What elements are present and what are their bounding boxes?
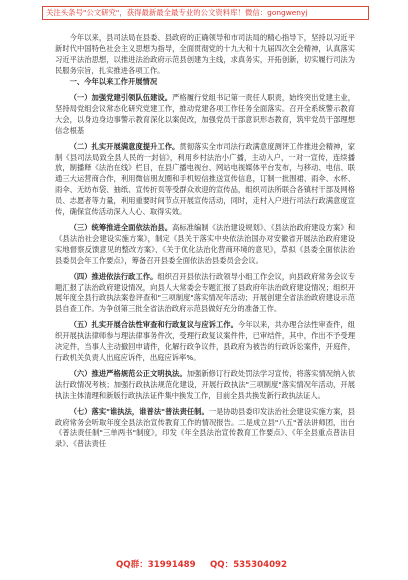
item-lead: （六）推进严格规范公正文明执法。 <box>69 368 187 378</box>
document-body <box>55 33 355 450</box>
item-lead: （七）落实"谁执法，谁普法"普法责任制。 <box>69 406 209 416</box>
work-item-7 <box>55 407 355 451</box>
item-text: 加强新修订行政处罚法学习宣传，将落实情况纳入依法行政情况考核；加强行政执法规范化建设，开展行政执法"三项制度"落实情况年活动，开展执法主体清理和新版行政执法证件集中换发工作，目前全县共换发新行政执法证人。 <box>55 368 356 400</box>
work-item-5 <box>55 320 355 364</box>
item-text: 高标准编制《法治建设规划》、《县法治政府建设方案》和《县法治社会建设实施方案》，制定《县关于落实中央依法治国办对安徽省开展法治政府建设实地督察反馈意见的整改方案》、《关于优化法治化营商环境的意见》，草拟《县委全面依法治县委员会年工作要点》，筹备召开县委全面依法治县委员会会议。 <box>55 223 355 265</box>
item-lead: （一）加强党建引领队伍建设。 <box>69 93 173 103</box>
item-text: 今年以来，共办理合法性审查件，组织开展执法律师参与理法律事务件次，受理行政复议案件件，已审结件，其中，作出不予受理决定件，当事人主动撤回申请件，化解行政争议件，县政府为被告的行政诉讼案件，开庭件，行政机关负责人出庭应诉件，出庭应诉率%。 <box>55 320 355 362</box>
intro-paragraph: 今年以来，县司法局在县委、县政府的正确领导和市司法局的精心指导下，坚持以习近平新时代中国特色社会主义思想为指导，全面贯彻党的十九大和十九届四次全会精神，认真落实习近平法治思想，以推进法治政府示范县创建为主线，求真务实，开拓创新，切实履行司法为民服务宗旨，扎实推进各项工作。 <box>55 33 355 75</box>
item-lead: （二）扎实开展满意度提升工作。 <box>69 141 180 151</box>
item-lead: （三）统筹推进全面依法治县。 <box>69 223 173 232</box>
item-lead: （四）推进依法行政工作。 <box>69 271 158 281</box>
work-item-2 <box>55 142 355 218</box>
footer-contact <box>0 556 408 572</box>
item-text: 一是协助县委印发法治社会建设实施方案，县政府常务会听取年度全县法治宣传教育工作的情况报告。二是成立县"八五"普法讲师团，出台《普法责任制"三单两书"制度》，印发《年全县法治宣传教育工作要点》、《年全县重点普法目录》、《普法责任 <box>55 406 355 449</box>
item-text: 严格履行党组书记第一责任人职责，始终突出党建主业，坚持局党组会议常态化研究党建工作，推动党建各项工作任务全面落实。召开全系统警示教育大会，以身边身边事警示教育深化以案促改，加强党员干部意识形态教育，筑牢党员干部理想信念根基 <box>55 93 356 135</box>
qq-group-label: QQ群：31991489 <box>116 560 196 570</box>
header-banner: 关注头条号"公文研究"，获得最新最全最专业的公文资料库！微信：gongwenyj <box>42 6 369 20</box>
qq-contact-label: QQ：535304092 <box>210 560 288 570</box>
item-text: 组织召开县依法行政领导小组工作会议，向县政府常务会议专题汇报了法治政府建设情况，向县人大常委会专题汇报了县政府年法治政府建设情况；组织开展年度全县行政执法案卷评查和"三项制度"落实情况年活动；开展创建全省法治政府建设示范县自查工作。为争创第三批全省法治政府示范县做好充分的准备工作。 <box>55 271 356 314</box>
work-item-6 <box>55 369 355 402</box>
work-item-1 <box>55 93 355 137</box>
work-item-3 <box>55 223 355 267</box>
work-item-4 <box>55 272 355 316</box>
section-heading: 一、今年以来工作开展情况 <box>69 77 158 87</box>
item-text: 贯彻落实全市司法行政满意度测评工作推进会精神，家制《县司法局致全县人民的一封信》，利用乡村法治小广播，主动入户，一对一宣传，连续播放，制播释《法治在线》栏目，在县广播电视台、网站电视媒体平台发布，与移动、电信、联通三大运营商合作，利用微信朋友圈和手机短信推送宣传信息，订制一批围裙、雨伞、水杯、雨伞、无纺布袋、抽纸、宣传折页等受群众欢迎的宣传品，组织司法所联合各镇村干部及网格员、志愿者等力量，利用重要时间节点开展宣传活动，同时，走村入户进行司法行政满意度宣传，确保宣传活动深入人心、取得实效。 <box>55 141 355 217</box>
item-lead: （五）扎实开展合法性审查和行政复议与应诉工作。 <box>69 320 238 330</box>
